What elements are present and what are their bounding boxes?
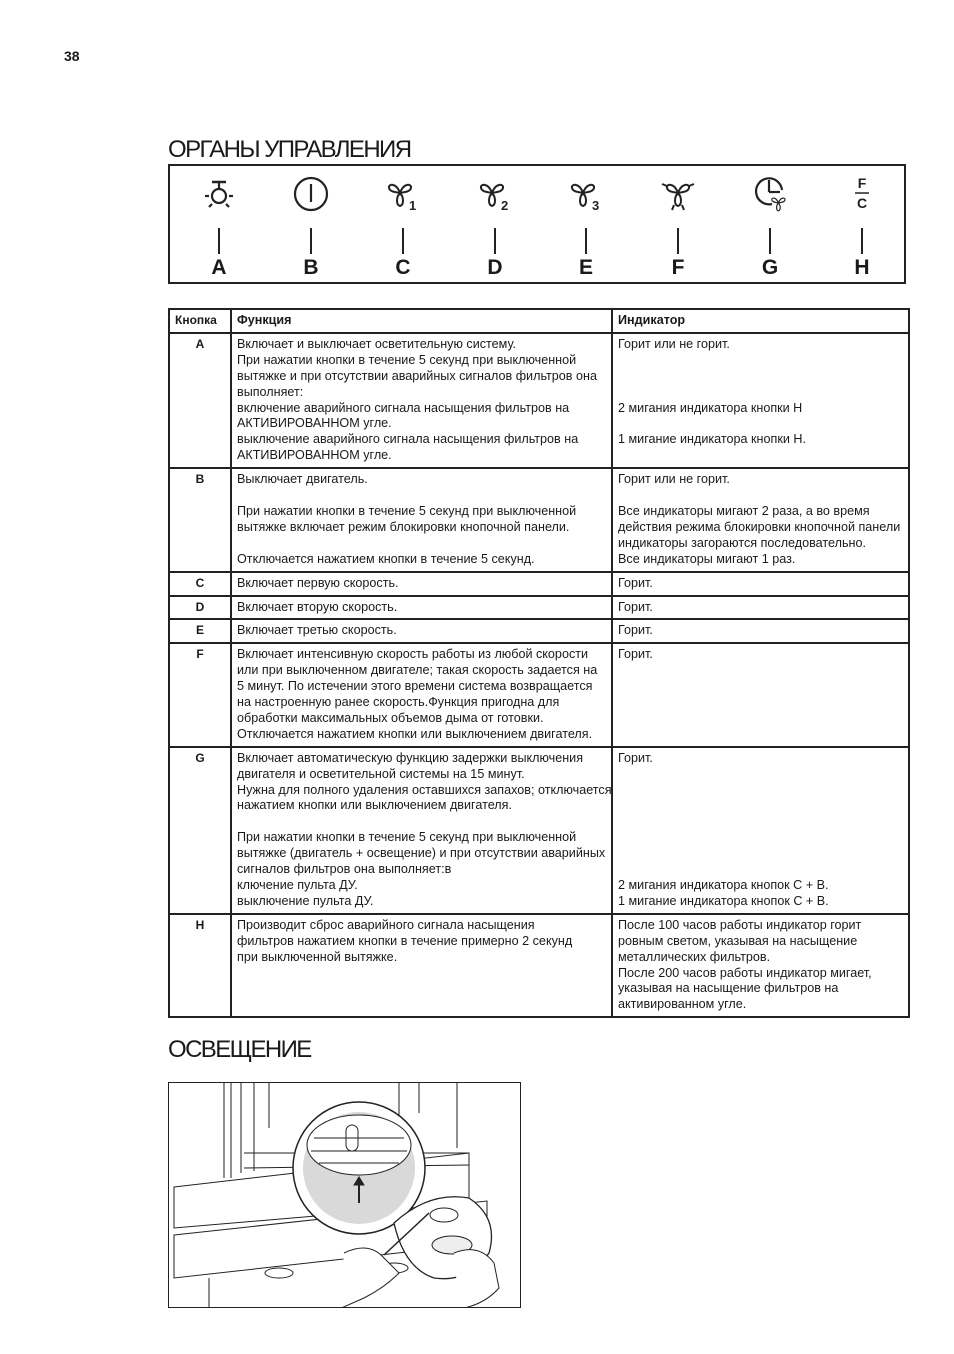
svg-text:C: C [856,195,868,211]
hood-lamp-drawing [169,1083,521,1308]
function-line: При нажатии кнопки в течение 5 секунд при выключенной [237,830,577,845]
panel-key-b[interactable] [281,174,341,280]
indicator-line: Все индикаторы мигают 1 раз. [618,551,796,566]
row-function [231,643,612,746]
control-panel-diagram [168,164,906,284]
panel-key-g[interactable] [740,174,800,280]
header-key: Кнопка [169,309,231,333]
indicator-line [618,830,903,846]
function-line: Включает интенсивную скорость работы из любой скорости [237,647,589,662]
function-line: АКТИВИРОВАННОМ угле. [237,448,392,463]
key-pointer-line [402,228,404,254]
indicator-line [618,862,903,878]
row-indicator [612,619,909,643]
indicator-line [618,814,903,830]
fan-timer-icon [740,174,800,214]
indicator-line [618,448,903,464]
indicator-line: Горит. [618,623,653,638]
table-row [169,914,909,1017]
indicator-line [618,695,903,711]
row-key: D [169,596,231,620]
function-line: Включает третью скорость. [237,623,397,638]
fan-speed-3-icon [556,174,616,214]
function-line [237,966,606,982]
svg-text:2: 2 [501,198,509,213]
key-pointer-line [677,228,679,254]
indicator-line [618,385,903,401]
table-row [169,572,909,596]
svg-text:1: 1 [409,198,417,213]
fan-speed-1-icon [373,174,433,214]
row-key: C [169,572,231,596]
panel-key-c[interactable] [373,174,433,280]
key-letter: A [211,256,227,279]
indicator-line [618,767,903,783]
filter-reset-icon [832,174,892,214]
row-function [231,914,612,1017]
indicator-line: действия режима блокировки кнопочной панели [618,519,901,534]
key-letter: B [303,256,319,279]
key-pointer-line [310,228,312,254]
row-key: B [169,468,231,571]
indicator-line: Горит. [618,647,653,662]
row-indicator [612,914,909,1017]
function-line: Включает и выключает осветительную систему. [237,336,516,351]
function-line: или при выключенном двигателе; такая скорость задается на [237,663,598,678]
row-function [231,333,612,468]
svg-text:F: F [857,175,867,191]
function-line: вытяжке включает режим блокировки кнопочной панели. [237,519,570,534]
row-indicator [612,643,909,746]
indicator-line [618,369,903,385]
key-letter: E [578,256,593,279]
indicator-line: Горит. [618,575,653,590]
function-line [237,981,606,997]
function-line: нажатием кнопки или выключением двигателя. [237,798,512,813]
fan-speed-2-icon [465,174,525,214]
row-function [231,619,612,643]
indicator-line [618,416,903,432]
function-line [237,536,606,552]
function-line: АКТИВИРОВАННОМ угле. [237,416,392,431]
row-indicator [612,468,909,571]
panel-key-a[interactable] [189,174,249,280]
indicator-line: После 200 часов работы индикатор мигает, [618,965,872,980]
indicator-line [618,727,903,743]
fan-intensive-icon [648,174,708,214]
panel-key-e[interactable] [556,174,616,280]
row-function [231,468,612,571]
function-line: При нажатии кнопки в течение 5 секунд при выключенной [237,352,577,367]
indicator-line: активированном угле. [618,997,747,1012]
indicator-line: Горит или не горит. [618,336,730,351]
function-line: вытяжке (двигатель + освещение) и при отсутствии аварийных [237,846,606,861]
lighting-replacement-illustration [168,1082,521,1308]
table-row [169,333,909,468]
indicator-line: 2 мигания индикатора кнопок С + В. [618,878,829,892]
page-number: 38 [64,48,80,64]
key-pointer-line [585,228,587,254]
row-indicator [612,747,909,914]
indicator-line [618,488,903,504]
function-line: При нажатии кнопки в течение 5 секунд при выключенной [237,503,577,518]
panel-key-d[interactable] [465,174,525,280]
function-line [237,814,606,830]
function-line: выполняет: [237,384,304,399]
row-key: A [169,333,231,468]
indicator-line: После 100 часов работы индикатор горит [618,917,862,932]
function-line: Отключается нажатием кнопки или выключением двигателя. [237,726,593,741]
function-line: Производит сброс аварийного сигнала насыщения [237,917,535,932]
table-header-row [169,309,909,333]
indicator-line: указывая на насыщение фильтров на [618,981,839,996]
table-row [169,747,909,914]
function-line: ключение пульта ДУ. [237,878,358,892]
function-line: при выключенной вытяжке. [237,949,398,964]
function-line: вытяжке и при отсутствии аварийных сигналов фильтров она [237,368,597,383]
function-line [237,488,606,504]
key-letter: F [671,256,685,279]
key-letter: G [761,256,779,279]
indicator-line [618,663,903,679]
light-bulb-icon [189,174,249,214]
function-line: Включает первую скорость. [237,575,399,590]
indicator-line: Горит или не горит. [618,472,730,487]
key-pointer-line [218,228,220,254]
function-line: Включает вторую скорость. [237,599,398,614]
function-line: обработки максимальных объемов дыма от готовки. [237,710,544,725]
indicator-line: ровным светом, указывая на насыщение [618,933,858,948]
key-pointer-line [861,228,863,254]
power-icon [281,174,341,214]
table-row [169,643,909,746]
controls-table [168,308,910,1018]
header-indicator: Индикатор [612,309,909,333]
function-line: Включает автоматическую функцию задержки выключения [237,750,584,765]
indicator-line: индикаторы загораются последовательно. [618,535,866,550]
indicator-line: 1 мигание индикатора кнопки Н. [618,432,806,447]
row-key: H [169,914,231,1017]
indicator-line: металлических фильтров. [618,949,771,964]
table-row [169,596,909,620]
function-line: двигателя и осветительной системы на 15 минут. [237,766,525,781]
row-key: G [169,747,231,914]
indicator-line [618,353,903,369]
function-line: выключение аварийного сигнала насыщения фильтров на [237,432,579,447]
function-line: на настроенную ранее скорость.Функция пригодна для [237,695,560,710]
row-function [231,747,612,914]
function-line: включение аварийного сигнала насыщения фильтров на [237,400,570,415]
row-indicator [612,572,909,596]
indicator-line: Горит. [618,599,653,614]
indicator-line: Все индикаторы мигают 2 раза, а во время [618,503,870,518]
section-title-controls: ОРГАНЫ УПРАВЛЕНИЯ [168,136,411,163]
function-line: сигналов фильтров она выполняет:в [237,862,452,877]
indicator-line [618,846,903,862]
panel-key-f[interactable] [648,174,708,280]
indicator-line: 1 мигание индикатора кнопок С + В. [618,893,829,908]
function-line: 5 минут. По истечении этого времени система возвращается [237,679,593,694]
header-function: Функция [231,309,612,333]
key-letter: C [395,256,411,279]
row-indicator [612,333,909,468]
key-pointer-line [769,228,771,254]
row-key: F [169,643,231,746]
row-indicator [612,596,909,620]
key-pointer-line [494,228,496,254]
row-function [231,596,612,620]
table-row [169,468,909,571]
function-line: выключение пульта ДУ. [237,893,374,908]
row-key: E [169,619,231,643]
key-letter: H [854,256,870,279]
function-line: Отключается нажатием кнопки в течение 5 секунд. [237,551,535,566]
indicator-line: Горит. [618,750,653,765]
indicator-line [618,798,903,814]
table-row [169,619,909,643]
function-line: Нужна для полного удаления оставшихся запахов; отключается [237,782,612,797]
key-letter: D [487,256,503,279]
section-title-lighting: ОСВЕЩЕНИЕ [168,1036,311,1063]
indicator-line [618,783,903,799]
indicator-line [618,679,903,695]
function-line: Выключает двигатель. [237,472,368,487]
panel-key-h[interactable] [832,174,892,280]
function-line: фильтров нажатием кнопки в течение примерно 2 секунд [237,933,573,948]
indicator-line: 2 мигания индикатора кнопки Н [618,400,803,415]
function-line [237,997,606,1013]
indicator-line [618,711,903,727]
row-function [231,572,612,596]
svg-text:3: 3 [592,198,600,213]
